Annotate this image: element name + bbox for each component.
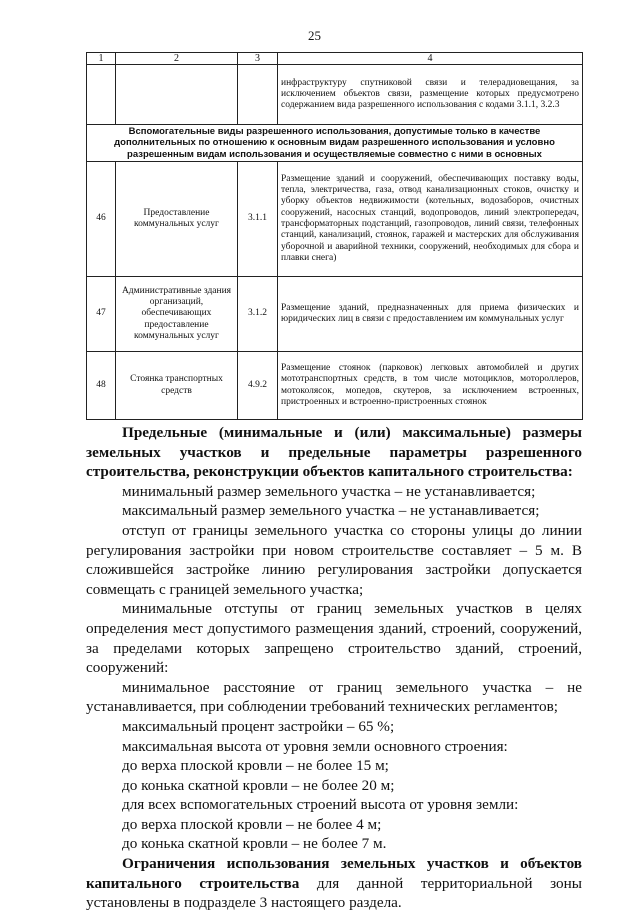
row-number: 47 [87,277,116,352]
paragraph: до конька скатной кровли – не более 7 м. [122,835,387,853]
land-use-table [86,52,583,420]
restriction-rest: для данной территориальной зоны установлены в подразделе 3 настоящего раздела. [86,874,582,912]
row-description: Размещение зданий, предназначенных для приема физических и юридических лиц в связи с предоставлением им коммунальных услуг [278,277,583,352]
section-title-row [87,125,583,162]
page-number: 25 [308,28,321,43]
row-description: Размещение стоянок (парковок) легковых автомобилей и других мототранспортных средств, в том числе мотоциклов, мотороллеров, мотоколясок, мопедов, скутеров, за исключением встроенных, пристроенных и встроенно-пристроенных стоянок [278,352,583,420]
body-text [86,423,582,913]
continued-description: инфраструктуру спутниковой связи и телерадиовещания, за исключением объектов связи, размещение которых предусмотрено содержанием вида разрешенного использования с кодами 3.1.1, 3.2.3 [278,65,583,125]
table-row [87,352,583,420]
row-code: 3.1.1 [238,162,278,277]
row-description: Размещение зданий и сооружений, обеспечивающих поставку воды, тепла, электричества, газа, отвод канализационных стоков, очистку и уборку объектов недвижимости (котельных, водозаборов, очистных сооружений, насосных станций, водопроводов, линий электропередач, трансформаторных подстанций, газопроводов, линий связи, телефонных станций, канализаций, стоянок, гаражей и мастерских для обслуживания уборочной и аварийной техники, сооружений, необходимых для сбора и плавки снега) [278,162,583,277]
table-row [87,277,583,352]
section-title: Вспомогательные виды разрешенного использования, допустимые только в качестве дополнительных по отношению к основным видам разрешенного использования и условно разрешенным видам использования и осуществляемые совместно с ними в основных [87,125,583,162]
row-name: Предоставление коммунальных услуг [116,162,238,277]
table-row [87,162,583,277]
row-name: Административные здания организаций, обеспечивающих предоставление коммунальных услуг [116,277,238,352]
row-name: Стоянка транспортных средств [116,352,238,420]
paragraph: отступ от границы земельного участка со стороны улицы до линии регулирования застройки при новом строительстве составляет – 5 м. В сложившейся застройке линию регулирования застройки допускается совмещать с границей земельного участка; [86,521,582,598]
table-header-cell: 2 [116,53,238,65]
paragraph: для всех вспомогательных строений высота от уровня земли: [122,796,519,814]
paragraph: минимальный размер земельного участка – не устанавливается; [122,482,536,500]
row-number: 46 [87,162,116,277]
paragraph: до верха плоской кровли – не более 15 м; [122,757,389,775]
paragraph: максимальная высота от уровня земли основного строения: [122,737,508,755]
table-header-cell: 3 [238,53,278,65]
paragraph: до верха плоской кровли – не более 4 м; [122,815,382,833]
paragraph: минимальные отступы от границ земельных участков в целях определения мест допустимого размещения зданий, строений, сооружений, за пределами которых запрещено строительство зданий, строений, сооружений: [86,600,582,677]
row-code: 4.9.2 [238,352,278,420]
table-header-row [87,53,583,65]
section-heading: Предельные (минимальные и (или) максимальные) размеры земельных участков и предельные параметры разрешенного строительства, реконструкции объектов капитального строительства: [86,424,582,481]
paragraph: минимальное расстояние от границ земельного участка – не устанавливается, при соблюдении требований технических регламентов; [86,678,582,716]
table-header-cell: 1 [87,53,116,65]
paragraph: до конька скатной кровли – не более 20 м; [122,776,395,794]
table-header-cell: 4 [278,53,583,65]
row-number: 48 [87,352,116,420]
restriction-paragraph [86,854,582,913]
row-code: 3.1.2 [238,277,278,352]
paragraph: максимальный процент застройки – 65 %; [122,717,395,735]
table-row-continued [87,65,583,125]
restriction-bold: Ограничения использования земельных участков и объектов капитального строительства [86,855,582,892]
paragraph: максимальный размер земельного участка – не устанавливается; [122,502,540,520]
